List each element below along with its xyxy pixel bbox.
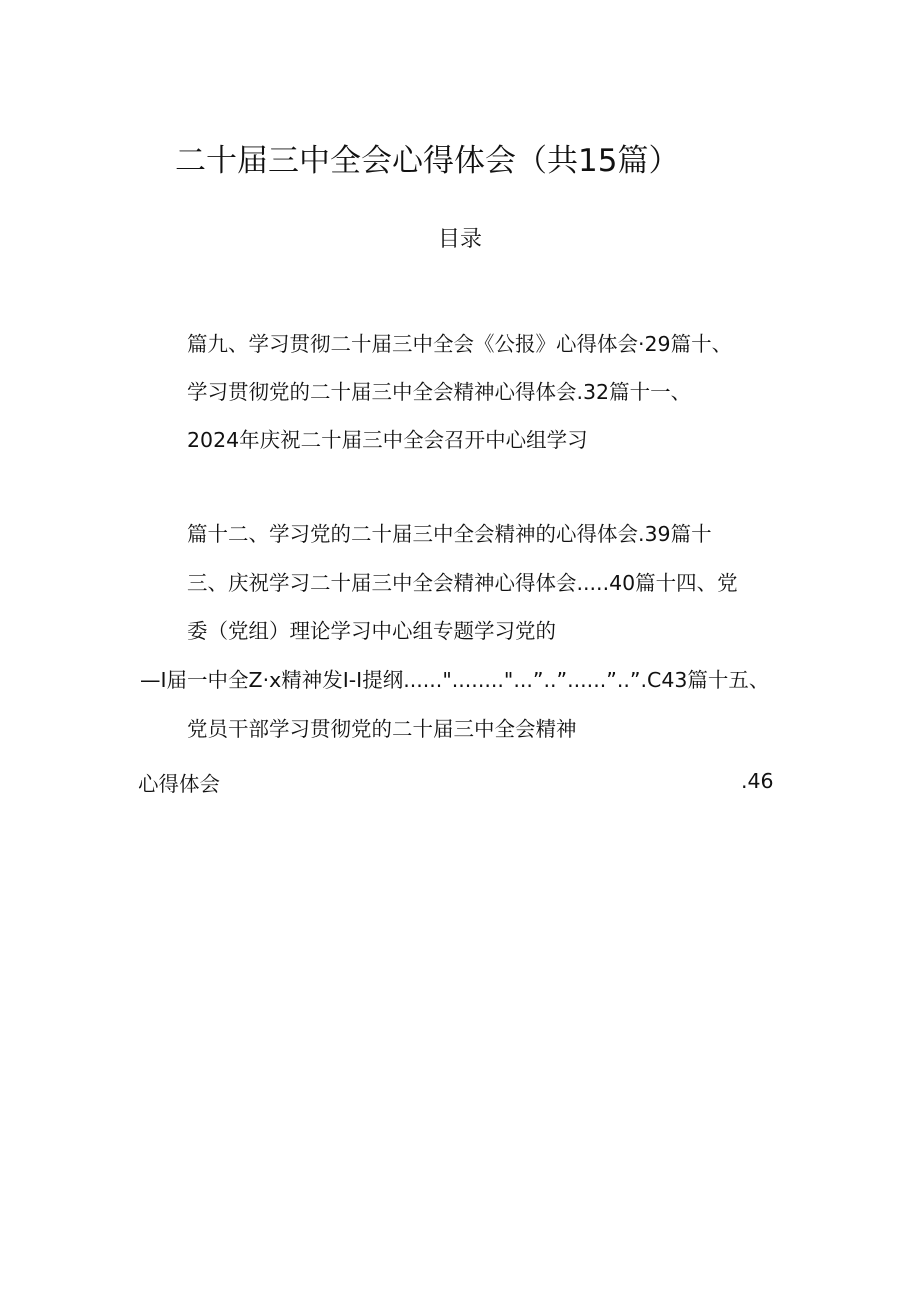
toc-line: 心得体会 (138, 772, 220, 796)
toc-line: 2024年庆祝二十届三中全会召开中心组学习 (187, 428, 588, 452)
toc-line: 委（党组）理论学习中心组专题学习党的 (187, 619, 556, 643)
toc-heading: 目录 (437, 227, 482, 252)
toc-line: 学习贯彻党的二十届三中全会精神心得体会.32篇十一、 (187, 380, 692, 404)
toc-line: —I届一中全Z·x精神发I-I提纲......"........"...”..”......”..”.C43篇十五、 (140, 668, 770, 692)
toc-line: 篇十二、学习党的二十届三中全会精神的心得体会.39篇十 (187, 522, 712, 546)
toc-line: 三、庆祝学习二十届三中全会精神心得体会.....40篇十四、党 (187, 571, 738, 595)
document-title: 二十届三中全会心得体会（共15篇） (175, 143, 680, 179)
toc-page-number: .46 (741, 769, 774, 793)
toc-line: 党员干部学习贯彻党的二十届三中全会精神 (187, 717, 577, 741)
toc-line: 篇九、学习贯彻二十届三中全会《公报》心得体会·29篇十、 (187, 332, 733, 356)
